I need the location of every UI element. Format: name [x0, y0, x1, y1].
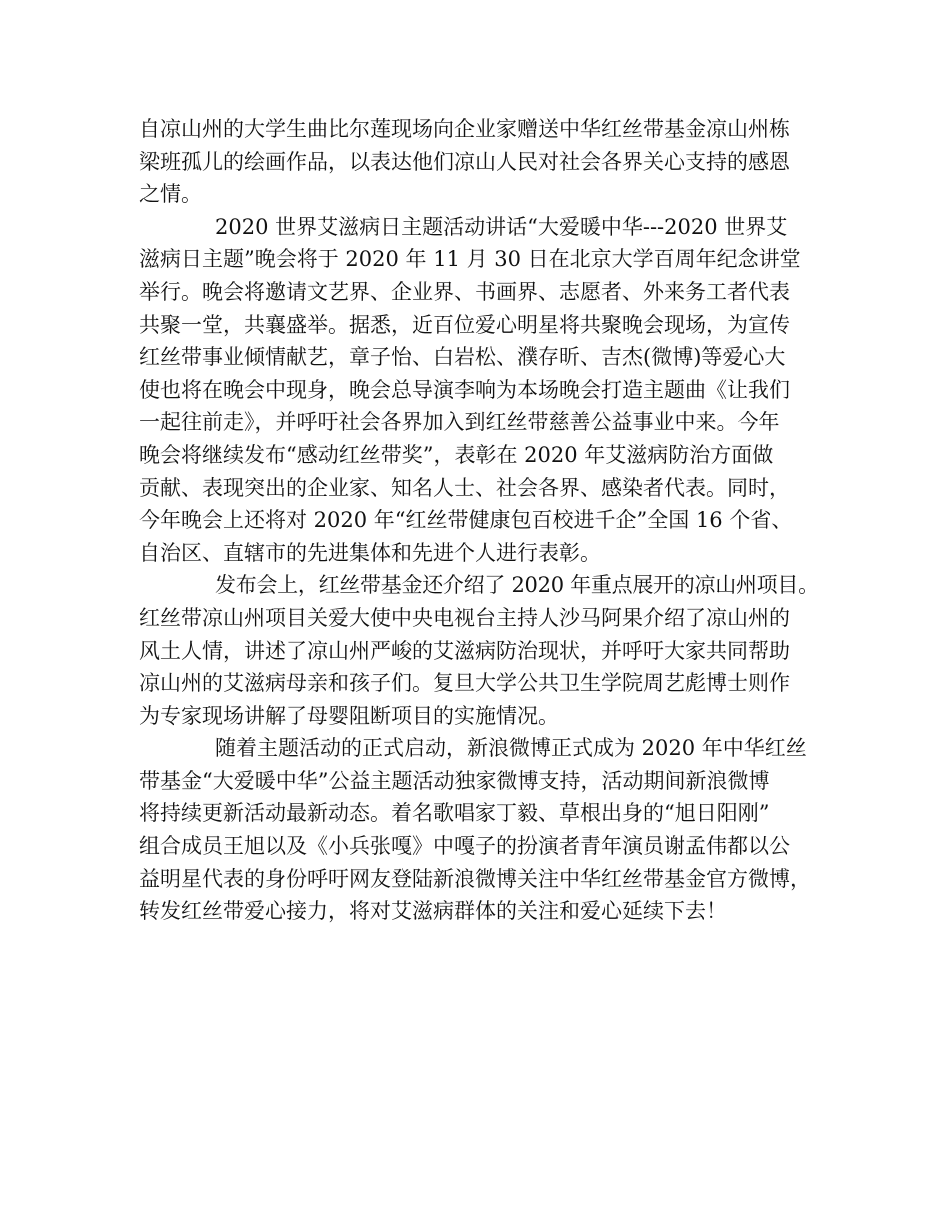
- text-line: 之情。: [139, 182, 202, 207]
- text-line: 将持续更新活动最新动态。着名歌唱家丁毅、草根出身的“旭日阳刚”: [139, 801, 770, 826]
- paragraph-1: [139, 113, 819, 211]
- text-line: 凉山州的艾滋病母亲和孩子们。复旦大学公共卫生学院周艺彪博士则作: [139, 671, 790, 696]
- text-line: 贡献、表现突出的企业家、知名人士、社会各界、感染者代表。同时，: [139, 475, 790, 500]
- document-body: [139, 113, 819, 928]
- text-line: 红丝带事业倾情献艺，章子怡、白岩松、濮存昕、吉杰(微博)等爱心大: [139, 345, 786, 370]
- text-line: 今年晚会上还将对 2020 年“红丝带健康包百校进千企”全国 16 个省、: [139, 508, 793, 533]
- text-line: 共聚一堂，共襄盛举。据悉，近百位爱心明星将共聚晚会现场，为宣传: [139, 312, 790, 337]
- text-line: 带基金“大爱暖中华”公益主题活动独家微博支持，活动期间新浪微博: [139, 768, 770, 793]
- text-line: 风土人情，讲述了凉山州严峻的艾滋病防治现状，并呼吁大家共同帮助: [139, 638, 790, 663]
- text-line: 益明星代表的身份呼吁网友登陆新浪微博关注中华红丝带基金官方微博，: [139, 866, 811, 891]
- text-line: 举行。晚会将邀请文艺界、企业界、书画界、志愿者、外来务工者代表: [139, 279, 790, 304]
- text-line: 梁班孤儿的绘画作品，以表达他们凉山人民对社会各界关心支持的感恩: [139, 149, 790, 174]
- paragraph-2: [139, 211, 819, 570]
- text-line: 晚会将继续发布“感动红丝带奖”，表彰在 2020 年艾滋病防治方面做: [139, 442, 774, 467]
- text-line: 发布会上，红丝带基金还介绍了 2020 年重点展开的凉山州项目。: [215, 573, 819, 598]
- text-line: 自凉山州的大学生曲比尔莲现场向企业家赠送中华红丝带基金凉山州栋: [139, 117, 790, 141]
- text-line: 一起往前走》，并呼吁社会各界加入到红丝带慈善公益事业中来。今年: [139, 410, 780, 435]
- text-line: 随着主题活动的正式启动，新浪微博正式成为 2020 年中华红丝: [215, 736, 807, 761]
- paragraph-3: [139, 569, 819, 732]
- text-line: 转发红丝带爱心接力，将对艾滋病群体的关注和爱心延续下去！: [139, 899, 727, 924]
- text-line: 为专家现场讲解了母婴阻断项目的实施情况。: [139, 703, 559, 728]
- text-line: 使也将在晚会中现身，晚会总导演李响为本场晚会打造主题曲《让我们: [139, 377, 790, 402]
- text-line: 2020 世界艾滋病日主题活动讲话“大爱暖中华---2020 世界艾: [215, 214, 788, 239]
- paragraph-4: [139, 732, 819, 928]
- text-line: 滋病日主题”晚会将于 2020 年 11 月 30 日在北京大学百周年纪念讲堂: [139, 247, 801, 272]
- text-line: 组合成员王旭以及《小兵张嘎》中嘎子的扮演者青年演员谢孟伟都以公: [139, 834, 790, 859]
- text-line: 红丝带凉山州项目关爱大使中央电视台主持人沙马阿果介绍了凉山州的: [139, 605, 790, 630]
- text-line: 自治区、直辖市的先进集体和先进个人进行表彰。: [139, 540, 601, 565]
